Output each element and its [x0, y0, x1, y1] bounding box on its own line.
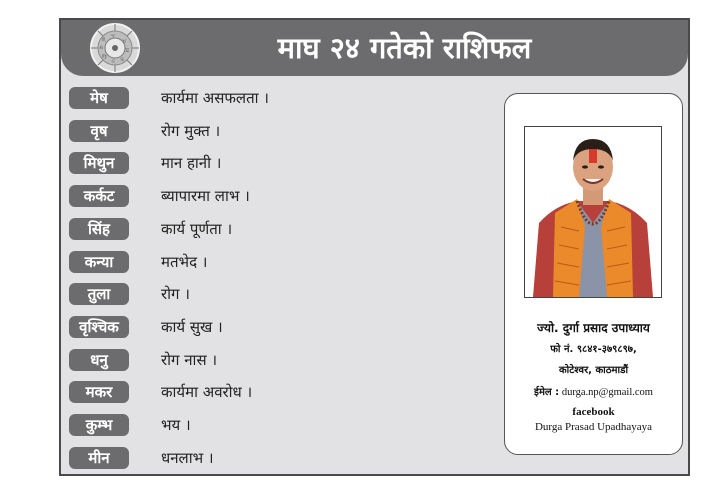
- sign-badge: कन्या: [69, 251, 129, 273]
- horoscope-panel: [59, 18, 690, 476]
- sign-prediction: मान हानी ।: [161, 154, 222, 173]
- sign-row: [69, 412, 489, 436]
- svg-text:♊: ♊: [125, 48, 130, 54]
- sign-row: [69, 379, 489, 403]
- svg-text:♍: ♍: [102, 54, 107, 60]
- sign-row: [69, 445, 489, 469]
- sign-prediction: रोग ।: [161, 285, 190, 304]
- astrologer-photo: [524, 126, 662, 298]
- astrologer-card: [504, 93, 683, 455]
- svg-text:♌: ♌: [111, 59, 116, 65]
- sign-row: [69, 314, 489, 338]
- sign-row: [69, 281, 489, 305]
- zodiac-wheel-icon: [89, 22, 141, 74]
- facebook-name[interactable]: Durga Prasad Upadhayaya: [534, 421, 653, 433]
- sign-badge: कुम्भ: [69, 414, 129, 436]
- email-address[interactable]: durga.np@gmail.com: [561, 387, 653, 398]
- svg-text:♋: ♋: [120, 57, 125, 63]
- sign-prediction: कार्यमा असफलता ।: [161, 89, 269, 107]
- facebook-label: facebook: [572, 406, 615, 418]
- sign-badge: वृष: [69, 120, 129, 142]
- sign-prediction: कार्य सुख ।: [161, 317, 223, 336]
- svg-text:♉: ♉: [122, 39, 127, 45]
- sign-badge: मकर: [69, 381, 129, 403]
- sign-row: [69, 249, 489, 273]
- header-bar: [61, 20, 688, 76]
- sign-prediction: रोग मुक्त ।: [161, 121, 221, 140]
- sign-row: [69, 85, 489, 109]
- astrologer-phone: फो नं. ९८४१-३७९८९७,: [550, 344, 637, 355]
- sign-prediction: मतभेद ।: [161, 252, 208, 271]
- astrologer-address: कोटेश्वर, काठमाडौं: [558, 365, 629, 376]
- sign-badge: धनु: [69, 349, 129, 371]
- sign-prediction: भय ।: [161, 416, 191, 434]
- sign-badge: सिंह: [69, 218, 129, 240]
- sign-row: [69, 118, 489, 142]
- sign-prediction: ब्यापारमा लाभ ।: [161, 187, 250, 206]
- svg-text:♏: ♏: [102, 37, 107, 43]
- email-label: ईमेल :: [534, 387, 560, 398]
- sign-badge: कर्कट: [69, 185, 129, 207]
- sign-prediction: धनलाभ ।: [161, 448, 214, 467]
- astrologer-name: ज्यो. दुर्गा प्रसाद उपाध्याय: [537, 321, 650, 335]
- sign-prediction: कार्य पूर्णता ।: [161, 219, 233, 238]
- sign-row: [69, 150, 489, 174]
- sign-row: [69, 183, 489, 207]
- sign-badge: मेष: [69, 87, 129, 109]
- sign-row: [69, 347, 489, 371]
- svg-text:♈: ♈: [111, 34, 116, 40]
- astrologer-email-line: [505, 384, 682, 398]
- sign-prediction: कार्यमा अवरोध ।: [161, 383, 253, 402]
- sign-badge: मीन: [69, 447, 129, 469]
- sign-row: [69, 216, 489, 240]
- svg-text:♎: ♎: [99, 45, 104, 51]
- sign-badge: मिथुन: [69, 152, 129, 174]
- sign-badge: वृश्चिक: [69, 316, 129, 338]
- page-title: माघ २४ गतेको राशिफल: [277, 31, 532, 65]
- sign-badge: तुला: [69, 283, 129, 305]
- sign-prediction: रोग नास ।: [161, 350, 218, 369]
